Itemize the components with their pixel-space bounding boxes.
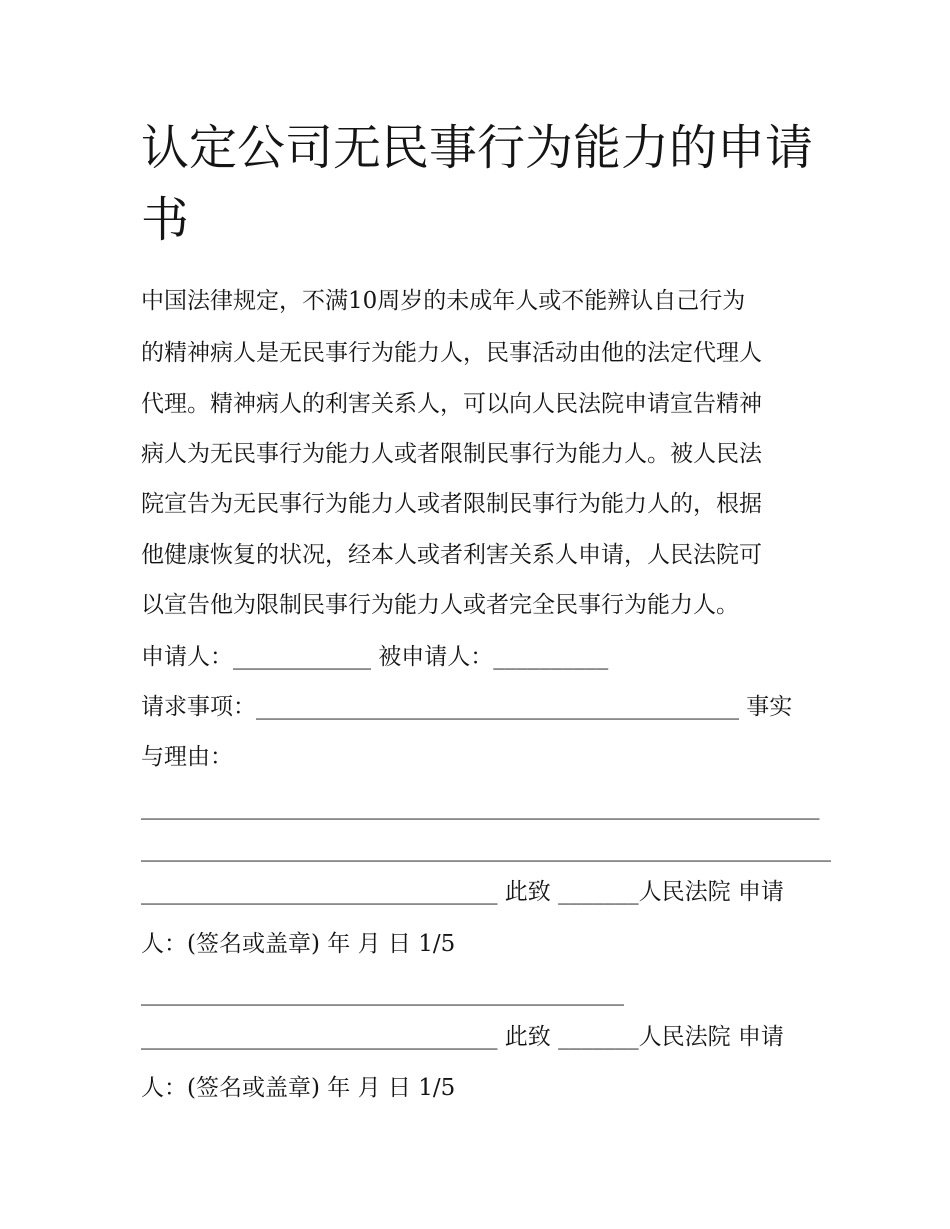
- request-items-line: 请求事项：__________________________________________ 事实: [141, 694, 793, 720]
- document-title: 认定公司无民事行为能力的申请书: [141, 120, 814, 248]
- intro-line-7: 以宣告他为限制民事行为能力人或者完全民事行为能力人。: [141, 592, 739, 618]
- intro-line-1: 中国法律规定，不满10周岁的未成年人或不能辨认自己行为: [141, 288, 746, 314]
- signature-line-2: 人：(签名或盖章) 年 月 日 1/5: [141, 1075, 456, 1101]
- signature-line-1: 人：(签名或盖章) 年 月 日 1/5: [141, 931, 456, 957]
- applicant-respondent-line: 申请人：____________ 被申请人：__________: [141, 644, 609, 670]
- closing-line-1: _______________________________ 此致 _______人民法院 申请: [141, 879, 784, 905]
- blank-line-3: __________________________________________: [141, 980, 624, 1006]
- closing-line-2: _______________________________ 此致 _______人民法院 申请: [141, 1024, 784, 1050]
- blank-line-2: ____________________________________________________________: [141, 836, 831, 862]
- facts-reasons-label: 与理由：: [141, 744, 233, 770]
- intro-line-5: 院宣告为无民事行为能力人或者限制民事行为能力人的，根据: [141, 491, 762, 517]
- blank-line-1: ___________________________________________________________: [141, 794, 820, 820]
- intro-line-3: 代理。精神病人的利害关系人，可以向人民法院申请宣告精神: [141, 391, 762, 417]
- intro-line-2: 的精神病人是无民事行为能力人，民事活动由他的法定代理人: [141, 340, 762, 366]
- intro-line-4: 病人为无民事行为能力人或者限制民事行为能力人。被人民法: [141, 441, 762, 467]
- intro-line-6: 他健康恢复的状况，经本人或者利害关系人申请，人民法院可: [141, 542, 762, 568]
